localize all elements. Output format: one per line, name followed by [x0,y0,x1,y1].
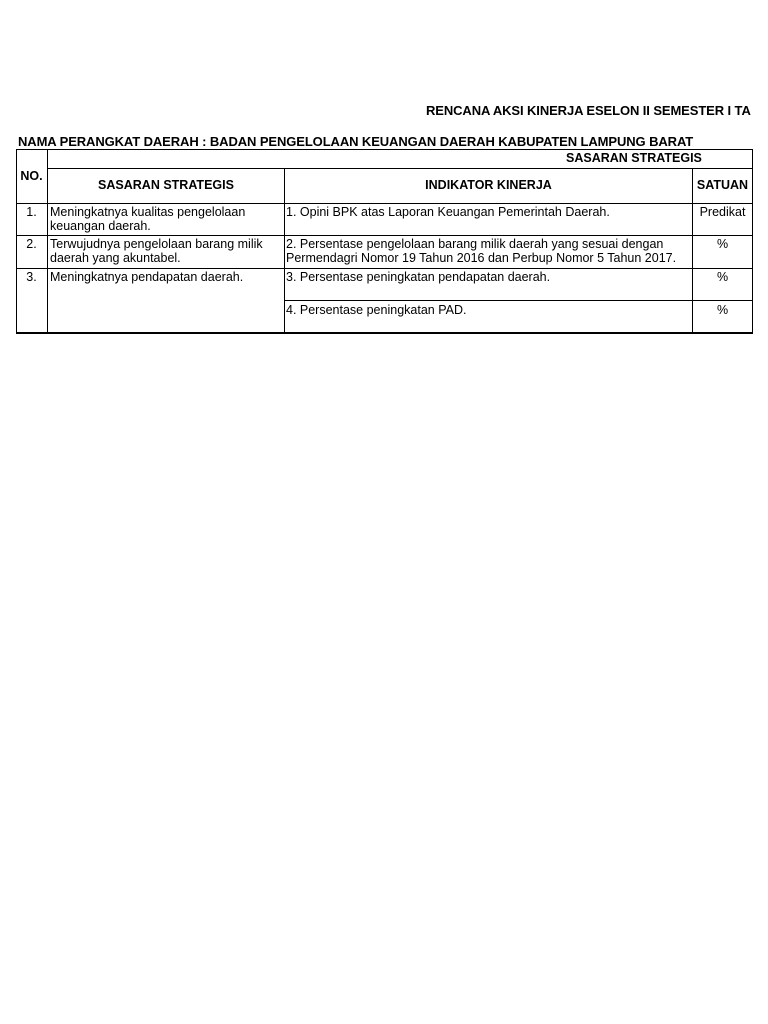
divider-under-row-1 [16,235,753,236]
header-no: NO. [20,169,43,183]
table-border-bottom [16,332,753,334]
row-3-satuan: % [716,270,729,284]
row-1-sasaran-line-2: keuangan daerah. [50,219,151,233]
row-3-no: 3. [26,270,37,284]
row-2-indikator-line-2: Permendagri Nomor 19 Tahun 2016 dan Perbup Nomor 5 Tahun 2017. [286,251,677,265]
row-3-indikator-line-1: 3. Persentase peningkatan pendapatan daerah. [286,270,551,284]
performance-table [16,149,753,334]
row-2-indikator-line-1: 2. Persentase pengelolaan barang milik daerah yang sesuai dengan [286,237,664,251]
divider-under-header [16,203,753,204]
table-border-top [16,149,753,150]
row-2-satuan: % [716,237,729,251]
document-title: RENCANA AKSI KINERJA ESELON II SEMESTER I TA [426,103,751,118]
row-4-indikator-line-1: 4. Persentase peningkatan PAD. [286,303,467,317]
divider-under-row-2 [16,268,753,269]
group-header: SASARAN STRATEGIS [566,151,702,165]
divider-after-sasaran [284,169,285,334]
divider-under-group-header [47,168,753,169]
header-indikator: INDIKATOR KINERJA [425,178,552,192]
header-sasaran: SASARAN STRATEGIS [98,178,234,192]
row-3-sasaran-line-1: Meningkatnya pendapatan daerah. [50,270,244,284]
row-2-sasaran-line-1: Terwujudnya pengelolaan barang milik [50,237,263,251]
row-2-sasaran-line-2: daerah yang akuntabel. [50,251,181,265]
row-2-no: 2. [26,237,37,251]
row-4-satuan: % [716,303,729,317]
table-border-right [752,149,753,334]
divider-under-row-3 [284,300,753,301]
divider-after-no [47,149,48,334]
organization-line: NAMA PERANGKAT DAERAH : BADAN PENGELOLAAN KEUANGAN DAERAH KABUPATEN LAMPUNG BARAT [18,134,694,149]
row-1-no: 1. [26,205,37,219]
header-satuan: SATUAN [696,178,749,192]
row-1-sasaran-line-1: Meningkatnya kualitas pengelolaan [50,205,246,219]
row-1-satuan: Predikat [699,205,746,219]
row-1-indikator-line-1: 1. Opini BPK atas Laporan Keuangan Pemerintah Daerah. [286,205,610,219]
